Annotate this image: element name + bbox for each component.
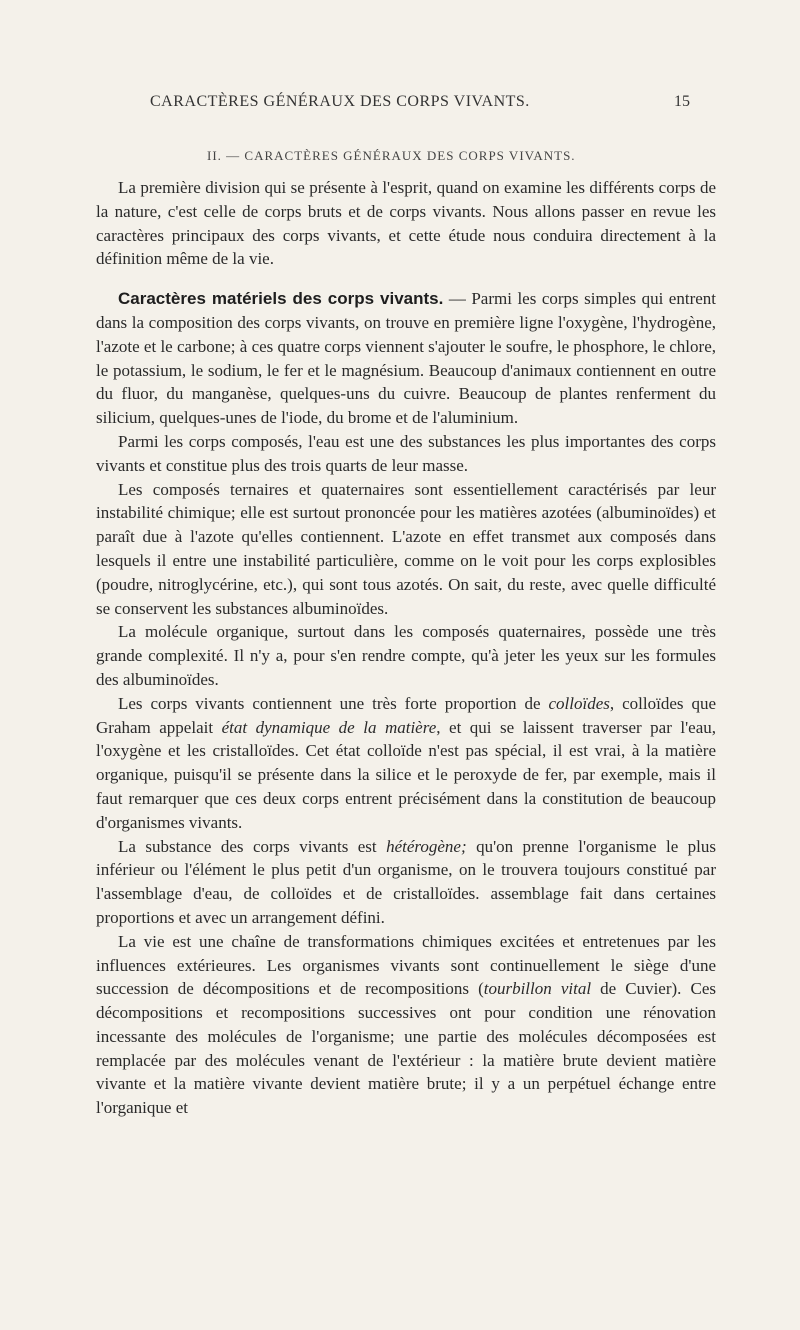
- paragraph-materiels: [96, 287, 716, 430]
- paragraph-ternaires: Les composés ternaires et quaternaires sont essentiellement caractérisés par leur instabilité chimique; elle est surtout prononcée pour les matières azotées (albuminoïdes) et paraît due à l'azote qu'elles contiennent. L'azote en effet transmet aux composés dans lesquels il entre une instabilité particulière, comme on le voit pour les corps explosibles (poudre, nitroglycérine, etc.), qui sont tous azotés. On sait, du reste, avec quelle difficulté se conservent les substances albuminoïdes.: [96, 479, 716, 618]
- italic-term: hétérogène;: [386, 836, 467, 856]
- text-run: de Cuvier). Ces décompositions et recompositions successives ont pour condition une rénovation incessante des molécules de l'organisme; une partie des molécules décomposées est remplacée par des molécules venant de l'extérieur : la matière brute devient matière vivante et la matière vivante devient matière brute; il y a un perpétuel échange entre l'organique et: [96, 979, 716, 1118]
- body-text: [96, 176, 716, 1120]
- paragraph-intro: La première division qui se présente à l'esprit, quand on examine les différents corps de la nature, c'est celle de corps bruts et de corps vivants. Nous allons passer en revue les caractères principaux des corps vivants, et cette étude nous conduira directement à la définition même de la vie.: [96, 178, 716, 269]
- text-run: La vie est une chaîne de transformations chimiques excitées et entretenues par les influences extérieures. Les organismes vivants sont continuellement le siège d'une succession de décompositions et de recompositions (: [96, 931, 716, 999]
- paragraph-molecule: La molécule organique, surtout dans les composés quaternaires, possède une très grande complexité. Il n'y a, pour s'en rendre compte, qu'à jeter les yeux sur les formules des albuminoïdes.: [96, 622, 716, 689]
- paragraph-colloides: [96, 692, 716, 835]
- paragraph-composes: Parmi les corps composés, l'eau est une des substances les plus importantes des corps vivants et constitue plus des trois quarts de leur masse.: [96, 431, 716, 475]
- paragraph-text: — Parmi les corps simples qui entrent dans la composition des corps vivants, on trouve en première ligne l'oxygène, l'hydrogène, l'azote et le carbone; à ces quatre corps viennent s'ajouter le soufre, le phosphore, le chlore, le potassium, le sodium, le fer et le magnésium. Beaucoup d'animaux contiennent en outre du fluor, du manganèse, quelques-uns du cuivre. Beaucoup de plantes renferment du silicium, quelques-unes de l'iode, du brome et de l'aluminium.: [96, 289, 717, 428]
- text-run: Les corps vivants contiennent une très forte proportion de: [118, 693, 549, 713]
- text-run: , et qui se laissent traverser par l'eau, l'oxygène et les cristalloïdes. Cet état colloïde n'est pas spécial, il est vrai, à la matière organique, puisqu'il se présente dans la silice et le peroxyde de fer, par exemple, mais il faut remarquer que ces deux corps entrent précisément dans la constitution de beaucoup d'organismes vivants.: [96, 717, 717, 832]
- italic-term: état dynamique de la matière: [221, 717, 437, 737]
- subsection-title: Caractères matériels des corps vivants.: [118, 289, 444, 309]
- text-run: La substance des corps vivants est: [118, 836, 387, 856]
- paragraph-heterogene: [96, 835, 716, 930]
- italic-term: tourbillon vital: [483, 979, 592, 999]
- section-heading: II. — CARACTÈRES GÉNÉRAUX DES CORPS VIVANTS.: [207, 148, 576, 163]
- running-head: CARACTÈRES GÉNÉRAUX DES CORPS VIVANTS.: [150, 93, 530, 110]
- text-run: , colloïdes que Graham appelait: [96, 693, 716, 737]
- page-number: 15: [674, 93, 690, 110]
- text-run: qu'on prenne l'organisme le plus inférieur ou l'élément le plus petit d'un organisme, on le trouvera toujours constitué par l'assemblage d'eau, de colloïdes et de cristalloïdes. assemblage fait dans certaines proportions et avec un arrangement défini.: [96, 836, 717, 927]
- paragraph-vie: [96, 930, 716, 1120]
- italic-term: colloïdes: [548, 693, 610, 713]
